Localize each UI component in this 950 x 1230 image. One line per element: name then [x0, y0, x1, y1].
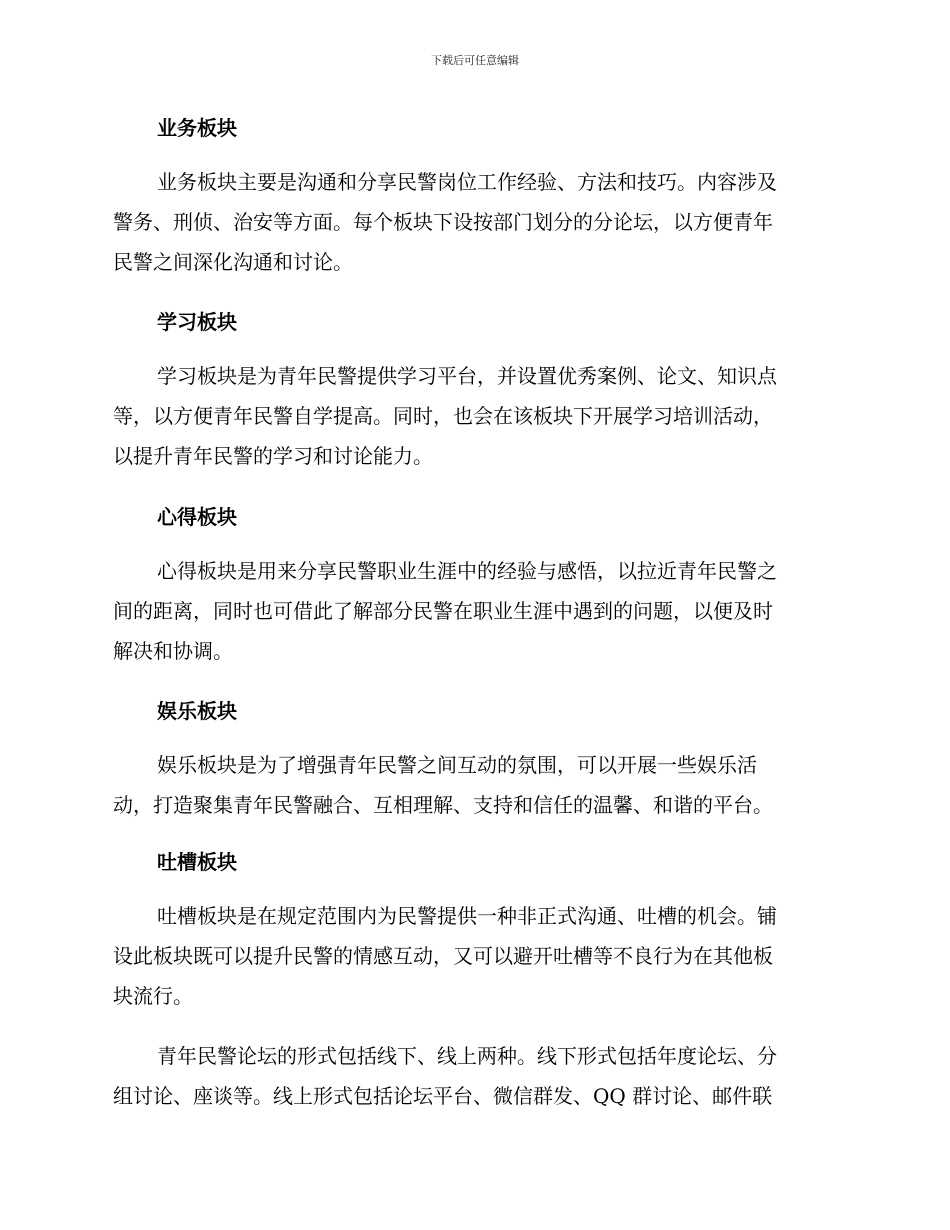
paragraph-line: 间的距离，同时也可借此了解部分民警在职业生涯中遇到的问题，以便及时 — [113, 599, 773, 623]
paragraph-line: 块流行。 — [113, 984, 193, 1008]
paragraph-line: 业务板块主要是沟通和分享民警岗位工作经验、方法和技巧。内容涉及 — [157, 170, 777, 194]
paragraph-line: 民警之间深化沟通和讨论。 — [113, 250, 353, 274]
paragraph-line: 青年民警论坛的形式包括线下、线上两种。线下形式包括年度论坛、分 — [157, 1044, 777, 1068]
paragraph-line: 组讨论、座谈等。线上形式包括论坛平台、微信群发、QQ 群讨论、邮件联 — [113, 1084, 773, 1108]
paragraph-line: 娱乐板块是为了增强青年民警之间互动的氛围，可以开展一些娱乐活 — [157, 753, 757, 777]
paragraph-line: 等，以方便青年民警自学提高。同时，也会在该板块下开展学习培训活动， — [113, 404, 773, 428]
closing-paragraph — [113, 1036, 838, 1116]
section-heading: 学习板块 — [157, 310, 237, 334]
paragraph-line: 心得板块是用来分享民警职业生涯中的经验与感悟，以拉近青年民警之 — [157, 559, 777, 583]
paragraph-line: 解决和协调。 — [113, 639, 233, 663]
section-heading: 娱乐板块 — [157, 699, 237, 723]
paragraph-line: 设此板块既可以提升民警的情感互动，又可以避开吐槽等不良行为在其他板 — [113, 944, 773, 968]
section-heading: 心得板块 — [157, 505, 237, 529]
section-paragraph — [113, 356, 838, 476]
section-paragraph — [113, 896, 838, 1016]
paragraph-line: 吐槽板块是在规定范围内为民警提供一种非正式沟通、吐槽的机会。铺 — [157, 904, 777, 928]
section-paragraph — [113, 745, 838, 825]
section-paragraph — [113, 162, 838, 282]
paragraph-line: 以提升青年民警的学习和讨论能力。 — [113, 444, 433, 468]
paragraph-line: 警务、刑侦、治安等方面。每个板块下设按部门划分的分论坛，以方便青年 — [113, 210, 773, 234]
section-heading: 吐槽板块 — [157, 850, 237, 874]
paragraph-line: 动，打造聚集青年民警融合、互相理解、支持和信任的温馨、和谐的平台。 — [113, 793, 773, 817]
page-header: 下载后可任意编辑 — [431, 54, 519, 67]
section-paragraph — [113, 551, 838, 671]
paragraph-line: 学习板块是为青年民警提供学习平台，并设置优秀案例、论文、知识点 — [157, 364, 777, 388]
section-heading: 业务板块 — [157, 116, 237, 140]
